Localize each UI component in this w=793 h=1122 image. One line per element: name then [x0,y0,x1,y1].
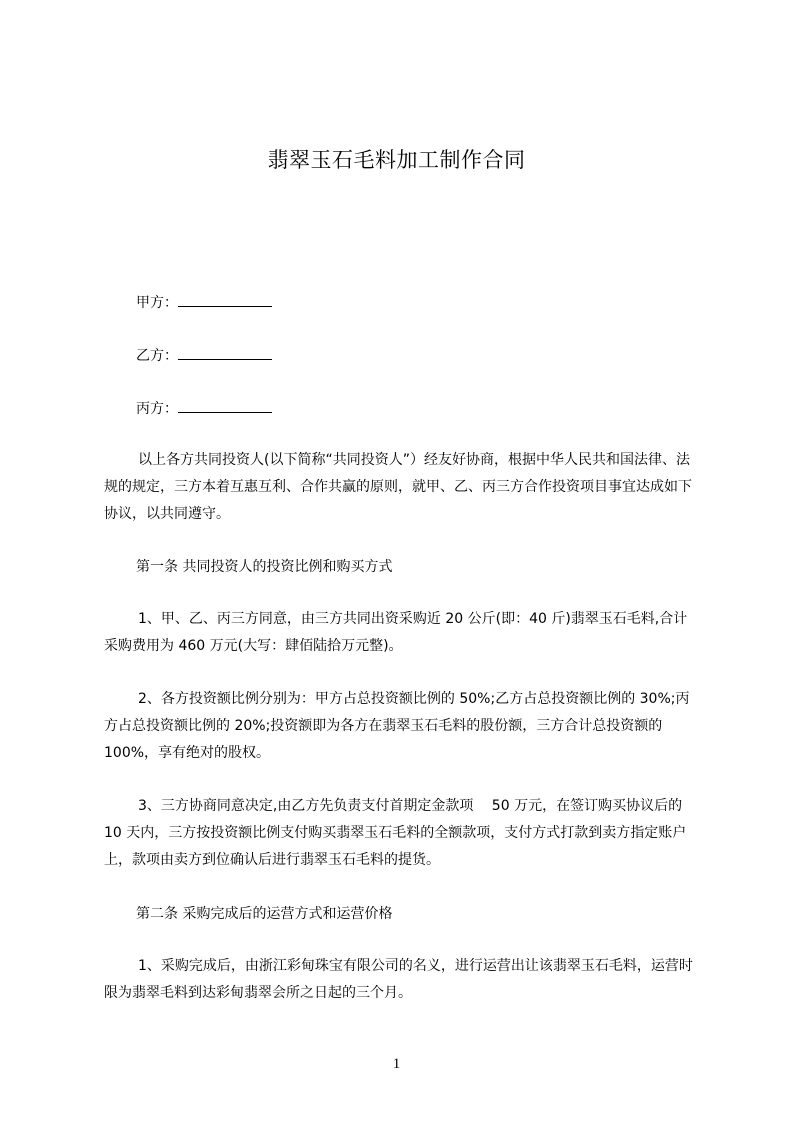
party-b-blank [178,345,272,360]
document-title: 翡翠玉石毛料加工制作合同 [267,148,526,172]
party-c-line [136,398,272,419]
page-number: 1 [392,1056,401,1072]
article-2-heading: 第二条 采购完成后的运营方式和运营价格 [136,906,393,922]
article-1-heading: 第一条 共同投资人的投资比例和购买方式 [136,559,393,575]
party-a-line [136,292,272,313]
article-1-clause-2: 2、各方投资额比例分别为：甲方占总投资额比例的 50%;乙方占总投资额比例的 30%;丙方占总投资额比例的 20%;投资额即为各方在翡翠玉石毛料的股份额，三方合计总投资额的 100%，享有绝对的股权。 [104,691,690,761]
party-b-label: 乙方： [136,348,178,364]
article-1-clause-3: 3、三方协商同意决定,由乙方先负责支付首期定金款项 50 万元，在签订购买协议后的 10 天内，三方按投资额比例支付购买翡翠玉石毛料的全额款项，支付方式打款到卖方指定账户上，款项由卖方到位确认后进行翡翠玉石毛料的提货。 [104,798,687,868]
party-a-label: 甲方： [136,295,178,311]
party-c-label: 丙方： [136,401,178,417]
intro-paragraph: 以上各方共同投资人(以下简称“共同投资人”）经友好协商，根据中华人民共和国法律、法规的规定，三方本着互惠互利、合作共赢的原则，就甲、乙、丙三方合作投资项目事宜达成如下协议，以共同遵守。 [104,452,692,522]
article-2-clause-1: 1、采购完成后，由浙江彩甸珠宝有限公司的名义，进行运营出让该翡翠玉石毛料，运营时限为翡翠毛料到达彩甸翡翠会所之日起的三个月。 [104,958,693,1001]
party-b-line [136,345,272,366]
article-1-clause-1: 1、甲、乙、丙三方同意，由三方共同出资采购近 20 公斤(即：40 斤)翡翠玉石毛料,合计采购费用为 460 万元(大写：肆佰陆拾万元整)。 [104,611,688,654]
party-c-blank [178,398,272,413]
party-a-blank [178,292,272,307]
